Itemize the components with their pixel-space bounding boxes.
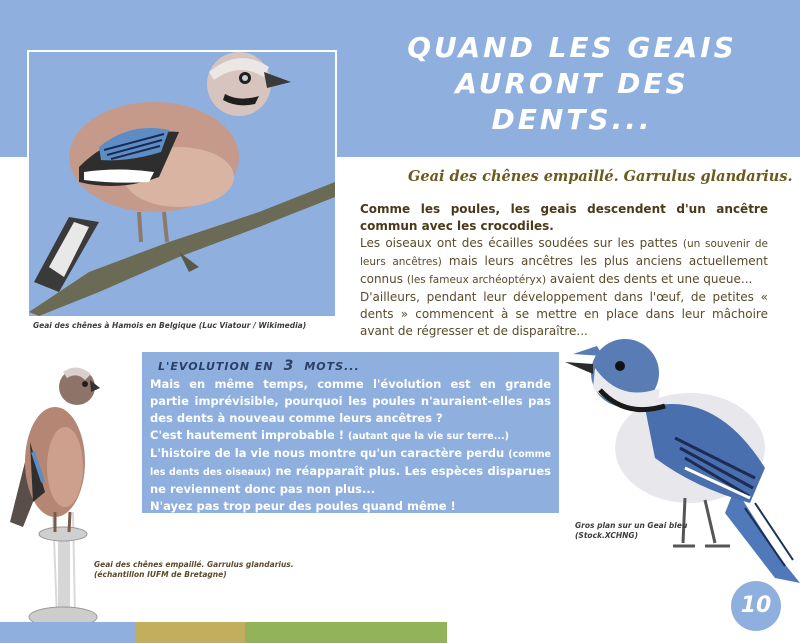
evolution-line-3a: L'histoire de la vie nous montre qu'un caractère perdu	[150, 446, 509, 460]
evolution-box	[142, 352, 559, 513]
p1-text-c: mais leurs ancêtres les plus anciens actuellement connus	[360, 254, 768, 286]
p1-aside-b: (un souvenir de leurs ancêtres)	[360, 238, 768, 268]
caption-right-line-2: (Stock.XCHNG)	[575, 531, 639, 540]
evolution-heading-a: L'EVOLUTION EN	[158, 360, 274, 373]
paragraph-1	[360, 235, 768, 289]
evolution-line-2b: (autant que la vie sur terre...)	[347, 431, 509, 442]
page-title	[372, 30, 772, 138]
evolution-heading-number: 3	[283, 358, 295, 374]
caption-left-line-1: Geai des chênes empaillé. Garrulus glandarius.	[94, 560, 294, 569]
p1-aside-d: (les fameux archéoptéryx)	[406, 274, 547, 286]
title-line-2: AURONT DES DENTS...	[455, 67, 689, 136]
evolution-line-3b: (comme les dents des oiseaux)	[150, 449, 551, 478]
paragraph-2: D'ailleurs, pendant leur développement dans l'œuf, de petites « dents » commencent à se mettre en place dans leur mâchoire avant de régresser et de disparaître...	[360, 290, 768, 338]
section-subtitle: Geai des chênes empaillé. Garrulus glandarius.	[408, 168, 793, 185]
evolution-heading-b: MOTS...	[304, 360, 360, 373]
caption-blue-jay	[575, 521, 687, 541]
jay-branch-photo	[29, 52, 335, 316]
caption-left-line-2: (échantillon IUFM de Bretagne)	[94, 570, 227, 579]
caption-right-line-1: Gros plan sur un Geai bleu	[575, 521, 688, 530]
blue-jay-image	[565, 328, 800, 588]
footer-bar-blue	[0, 622, 135, 643]
evolution-line-4: N'ayez pas trop peur des poules quand même !	[150, 499, 456, 513]
photo-caption: Geai des chênes à Hamois en Belgique (Luc Viatour / Wikimedia)	[33, 321, 307, 330]
main-paragraph	[360, 201, 768, 340]
evolution-line-2a: C'est hautement improbable !	[150, 428, 348, 442]
p1-text-e: avaient des dents et une queue...	[546, 272, 753, 286]
evolution-line-3c: ne réapparaît plus. Les espèces disparues ne reviennent donc pas non plus...	[150, 464, 551, 496]
evolution-text	[150, 376, 551, 515]
evolution-line-3	[150, 445, 551, 498]
evolution-heading	[158, 358, 551, 374]
footer-bar-ochre	[135, 622, 245, 643]
lead-sentence: Comme les poules, les geais descendent d'un ancêtre commun avec les crocodiles.	[360, 202, 768, 233]
caption-stuffed-jay	[94, 560, 294, 580]
title-line-1: QUAND LES GEAIS	[407, 31, 737, 64]
stuffed-jay-image	[5, 362, 115, 632]
page-number: 10	[731, 581, 781, 631]
footer-bar-green	[245, 622, 447, 643]
p1-text-a: Les oiseaux ont des écailles soudées sur les pattes	[360, 236, 683, 250]
evolution-line-2	[150, 427, 551, 445]
evolution-line-1: Mais en même temps, comme l'évolution est en grande partie imprévisible, pourquoi les poules n'auraient-elles pas des dents à nouveau comme leurs ancêtres ?	[150, 377, 551, 425]
